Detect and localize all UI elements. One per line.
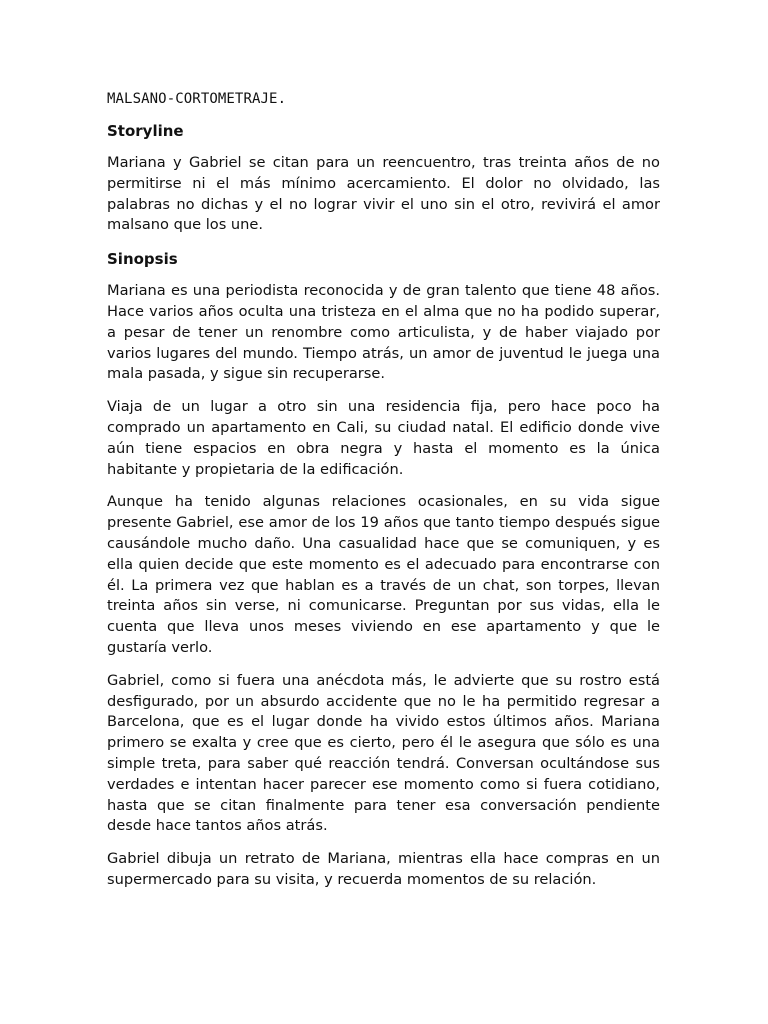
document-page: [107, 88, 660, 903]
sinopsis-paragraph-5: Gabriel dibuja un retrato de Mariana, mientras ella hace compras en un supermercado para su visita, y recuerda momentos de su relación.: [107, 850, 660, 888]
sinopsis-paragraph-4: Gabriel, como si fuera una anécdota más, le advierte que su rostro está desfigurado, por un absurdo accidente que no le ha permitido regresar a Barcelona, que es el lugar donde ha vivido estos últimos años. Mariana primero se exalta y cree que es cierto, pero él le asegura que sólo es una simple treta, para saber qué reacción tendrá. Conversan ocultándose sus verdades e intentan hacer parecer ese momento como si fuera cotidiano, hasta que se citan finalmente para tener esa conversación pendiente desde hace tantos años atrás.: [107, 671, 660, 835]
document-title: MALSANO-CORTOMETRAJE.: [107, 91, 287, 107]
sinopsis-paragraph-2: Viaja de un lugar a otro sin una residencia fija, pero hace poco ha comprado un apartamento en Cali, su ciudad natal. El edificio donde vive aún tiene espacios en obra negra y hasta el momento es la única habitante y propietaria de la edificación.: [107, 398, 660, 478]
sinopsis-paragraph-3: Aunque ha tenido algunas relaciones ocasionales, en su vida sigue presente Gabriel, ese amor de los 19 años que tanto tiempo después sigue causándole mucho daño. Una casualidad hace que se comuniquen, y es ella quien decide que este momento es el adecuado para encontrarse con él. La primera vez que hablan es a través de un chat, son torpes, llevan treinta años sin verse, ni comunicarse. Preguntan por sus vidas, ella le cuenta que lleva unos meses viviendo en ese apartamento y que le gustaría verlo.: [107, 493, 660, 656]
section-heading-storyline: Storyline: [107, 122, 184, 140]
section-heading-sinopsis: Sinopsis: [107, 250, 178, 269]
sinopsis-paragraph-1: Mariana es una periodista reconocida y de gran talento que tiene 48 años. Hace varios años oculta una tristeza en el alma que no ha podido superar, a pesar de tener un renombre como articulista, y de haber viajado por varios lugares del mundo. Tiempo atrás, un amor de juventud le juega una mala pasada, y sigue sin recuperarse.: [107, 282, 660, 383]
storyline-paragraph: Mariana y Gabriel se citan para un reencuentro, tras treinta años de no permitirse ni el más mínimo acercamiento. El dolor no olvidado, las palabras no dichas y el no lograr vivir el uno sin el otro, revivirá el amor malsano que los une.: [107, 154, 660, 234]
